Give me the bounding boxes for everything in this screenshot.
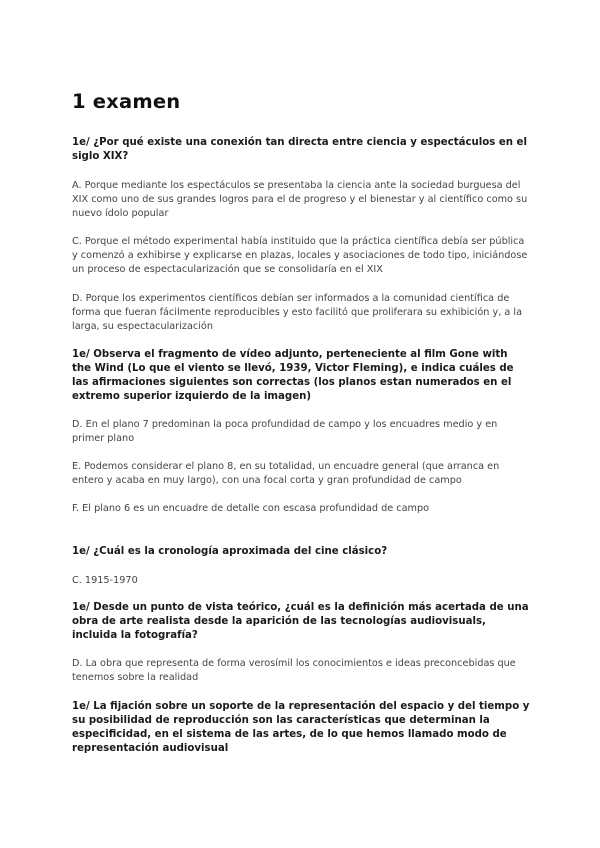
question-3: 1e/ ¿Cuál es la cronología aproximada del cine clásico? bbox=[72, 546, 388, 557]
question-1: 1e/ ¿Por qué existe una conexión tan directa entre ciencia y espectáculos en el siglo XIX? bbox=[72, 137, 527, 162]
question-5: 1e/ La fijación sobre un soporte de la representación del espacio y del tiempo y su posibilidad de reproducción son las características que determinan la especificidad, en el sistema de las artes, de lo que hemos llamado modo de representación audiovisual bbox=[72, 701, 530, 754]
question-3-answer: C. 1915-1970 bbox=[72, 575, 138, 586]
question-1-option-c: C. Porque el método experimental había instituido que la práctica científica debía ser pública y comenzó a exhibirse y explicarse en plazas, locales y asociaciones de todo tipo, iniciándose un proceso de espectacularización que se consolidaría en el XIX bbox=[72, 236, 528, 275]
question-1-option-d: D. Porque los experimentos científicos debían ser informados a la comunidad científica de forma que fueran fácilmente reproducibles y esto facilitó que proliferara su exhibición y, a la larga, su espectacularización bbox=[72, 293, 523, 332]
question-1-option-a: A. Porque mediante los espectáculos se presentaba la ciencia ante la sociedad burguesa del XIX como uno de sus grandes logros para el de progreso y el bienestar y al científico como su nuevo ídolo popular bbox=[72, 180, 528, 219]
question-2-option-e: E. Podemos considerar el plano 8, en su totalidad, un encuadre general (que arranca en entero y acaba en muy largo), con una focal corta y gran profundidad de campo bbox=[72, 461, 500, 486]
document-title: 1 examen bbox=[72, 90, 181, 113]
question-2-option-d: D. En el plano 7 predominan la poca profundidad de campo y los encuadres medio y en primer plano bbox=[72, 419, 498, 444]
question-2-option-f: F. El plano 6 es un encuadre de detalle con escasa profundidad de campo bbox=[72, 503, 430, 514]
question-4: 1e/ Desde un punto de vista teórico, ¿cuál es la definición más acertada de una obra de arte realista desde la aparición de las tecnologías audiovisuals, incluida la fotografía? bbox=[72, 602, 529, 641]
question-4-answer: D. La obra que representa de forma verosímil los conocimientos e ideas preconcebidas que tenemos sobre la realidad bbox=[72, 658, 516, 683]
question-2: 1e/ Observa el fragmento de vídeo adjunto, perteneciente al film Gone with the Wind (Lo que el viento se llevó, 1939, Victor Fleming), e indica cuáles de las afirmaciones siguientes son correctas (los planos estan numerados en el extremo superior izquierdo de la imagen) bbox=[72, 349, 514, 402]
